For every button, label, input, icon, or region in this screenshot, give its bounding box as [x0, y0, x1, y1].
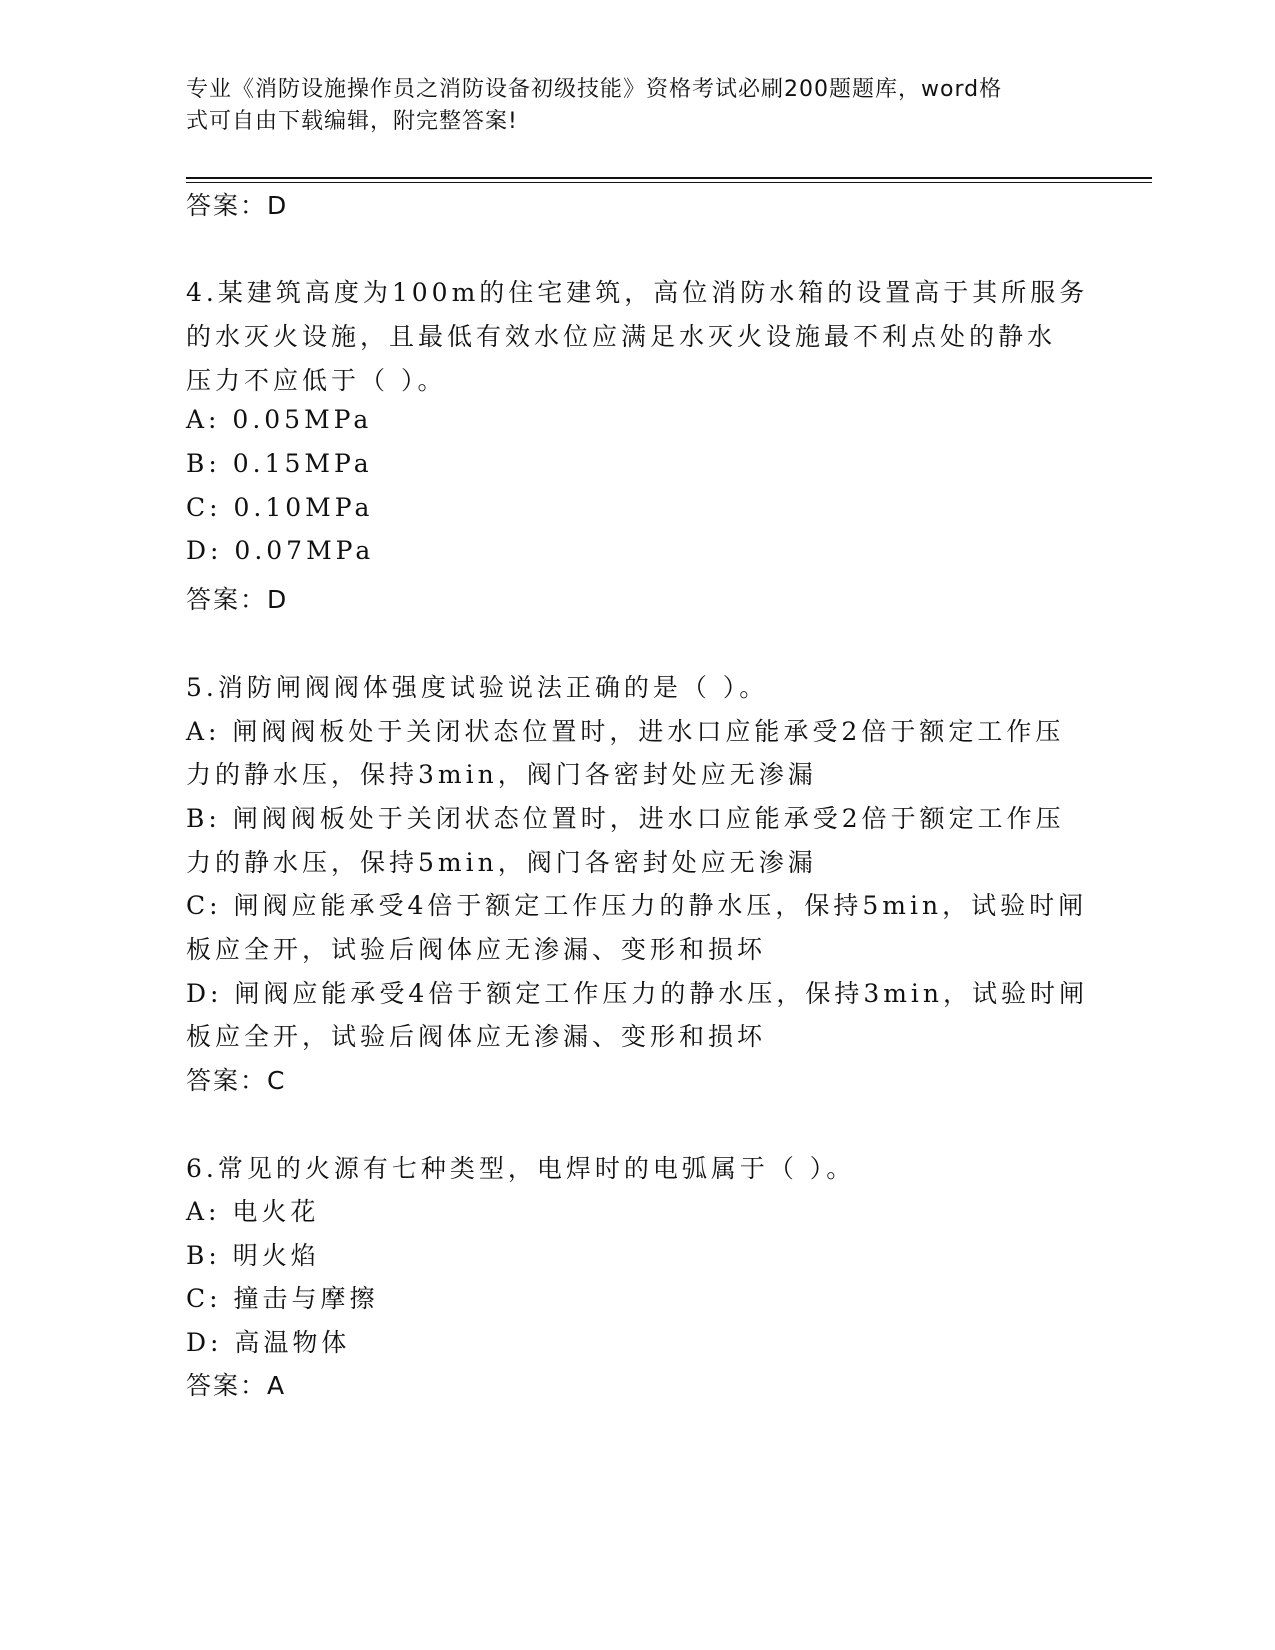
document-header — [186, 74, 1066, 138]
q6-option-a: A: 电火花 — [186, 1197, 320, 1226]
q5-option-c-line-1: C: 闸阀应能承受4倍于额定工作压力的静水压，保持5min，试验时闸 — [186, 891, 1088, 920]
q4-option-a: A: 0.05MPa — [186, 405, 373, 434]
q4-text-line-3: 压力不应低于（ ）。 — [186, 366, 447, 395]
q5-option-d-line-2: 板应全开，试验后阀体应无渗漏、变形和损坏 — [186, 1022, 767, 1051]
q5-answer: 答案：C — [186, 1066, 287, 1095]
q5-option-a-line-2: 力的静水压，保持3min，阀门各密封处应无渗漏 — [186, 760, 817, 789]
q6-option-c: C: 撞击与摩擦 — [186, 1284, 379, 1313]
q6-option-d: D: 高温物体 — [186, 1328, 351, 1357]
q5-option-a-line-1: A: 闸阀阀板处于关闭状态位置时，进水口应能承受2倍于额定工作压 — [186, 717, 1065, 746]
prev-answer: 答案：D — [186, 191, 289, 220]
header-rule-thin — [186, 182, 1152, 183]
q4-text-line-2: 的水灭火设施，且最低有效水位应满足水灭火设施最不利点处的静水 — [186, 322, 1057, 351]
q4-answer: 答案：D — [186, 585, 289, 614]
q5-option-b-line-1: B: 闸阀阀板处于关闭状态位置时，进水口应能承受2倍于额定工作压 — [186, 804, 1065, 833]
q4-option-b: B: 0.15MPa — [186, 449, 373, 478]
q4-option-d: D: 0.07MPa — [186, 536, 375, 565]
q4-text-line-1: 4.某建筑高度为100m的住宅建筑，高位消防水箱的设置高于其所服务 — [186, 278, 1089, 307]
q6-answer: 答案：A — [186, 1371, 287, 1400]
header-line-2: 式可自由下载编辑，附完整答案! — [186, 109, 518, 134]
q5-option-d-line-1: D: 闸阀应能承受4倍于额定工作压力的静水压，保持3min，试验时闸 — [186, 979, 1089, 1008]
header-line-1: 专业《消防设施操作员之消防设备初级技能》资格考试必刷200题题库，word格 — [186, 77, 1003, 102]
q4-option-c: C: 0.10MPa — [186, 493, 374, 522]
q6-text: 6.常见的火源有七种类型，电焊时的电弧属于（ ）。 — [186, 1154, 856, 1183]
q5-option-b-line-2: 力的静水压，保持5min，阀门各密封处应无渗漏 — [186, 848, 817, 877]
q6-option-b: B: 明火焰 — [186, 1241, 320, 1270]
header-rule-thick — [186, 177, 1152, 179]
q5-option-c-line-2: 板应全开，试验后阀体应无渗漏、变形和损坏 — [186, 935, 767, 964]
q5-text: 5.消防闸阀阀体强度试验说法正确的是（ ）。 — [186, 673, 769, 702]
